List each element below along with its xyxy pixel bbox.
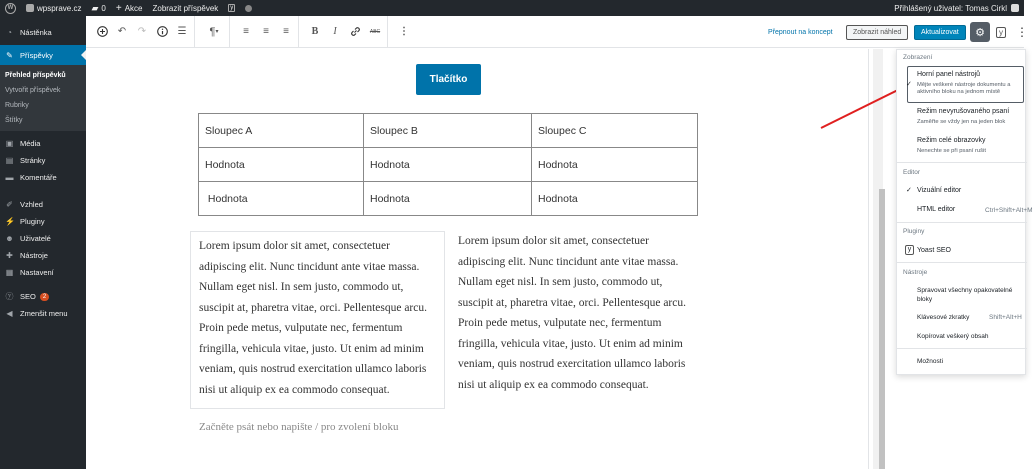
pin-icon: ✎: [6, 50, 13, 60]
new-label: Akce: [124, 3, 143, 13]
sidebar-item-label: SEO: [20, 292, 36, 301]
spotlight-mode-option[interactable]: Režim nevyrušovaného psaní: [917, 108, 1010, 115]
menu-divider: [897, 348, 1027, 349]
more-options-icon[interactable]: ⋮: [399, 26, 409, 37]
sidebar-item-label: Komentáře: [20, 173, 57, 182]
table-cell[interactable]: Hodnota: [364, 182, 532, 216]
brush-icon: ✐: [6, 200, 13, 209]
new-block-placeholder[interactable]: Začněte psát nebo napište / pro zvolení bloku: [199, 421, 399, 433]
undo-icon[interactable]: ↶: [117, 26, 127, 37]
button-block-text[interactable]: Tlačítko: [429, 74, 468, 85]
wp-logo-icon[interactable]: W: [0, 0, 21, 16]
keyboard-shortcuts-key: Shift+Alt+H: [989, 314, 1022, 321]
manage-reusable-blocks-option-line2[interactable]: bloky: [917, 296, 933, 303]
menu-divider: [897, 222, 1027, 223]
block-navigation-icon[interactable]: ☰: [177, 26, 187, 37]
submenu-add-new[interactable]: Vytvořit příspěvek: [5, 87, 61, 94]
pages-icon: ▤: [5, 156, 14, 165]
top-toolbar-desc: aktivního bloku na jednom místě: [917, 89, 1001, 95]
yoast-icon: y: [996, 27, 1006, 38]
table-cell[interactable]: Sloupec B: [364, 114, 532, 148]
table-cell[interactable]: Hodnota: [532, 148, 698, 182]
menu-divider: [897, 162, 1027, 163]
comments-count: 0: [101, 3, 106, 13]
plus-icon: +: [115, 2, 122, 14]
menu-divider: [897, 262, 1027, 263]
manage-reusable-blocks-option[interactable]: Spravovat všechny opakovatelné: [917, 287, 1013, 294]
keyboard-shortcuts-option[interactable]: Klávesové zkratky: [917, 314, 970, 321]
view-section-heading: Zobrazení: [903, 54, 933, 61]
paragraph-block-left[interactable]: Lorem ipsum dolor sit amet, consectetuer adipiscing elit. Nunc tincidunt ante vitae massa. Nullam eget nisl. In sem justo, commodo ut, suscipit at, pharetra vitae, orci. Pellentesque arcu. Proin pede metus, vulputate nec, fermentum fringilla, vehicula vitae, justo. Ut enim ad minim veniam, quis nostrud exercitation ullamco laboris nisi ut aliquip ex ea commodo consequat.: [190, 231, 445, 409]
preview-label: Zobrazit náhled: [846, 25, 908, 40]
switch-to-draft-label: Přepnout na koncept: [768, 28, 833, 36]
redo-icon[interactable]: ↷: [137, 26, 147, 37]
html-editor-shortcut: Ctrl+Shift+Alt+M: [985, 207, 1033, 214]
more-tools-dropdown: [896, 49, 1033, 375]
html-editor-option[interactable]: HTML editor: [917, 206, 956, 213]
top-toolbar-desc: Mějte veškeré nástroje dokumentu a: [917, 82, 1011, 88]
italic-icon[interactable]: I: [333, 26, 337, 37]
check-icon: ✓: [906, 81, 912, 88]
seo-notification-badge: 2: [40, 293, 49, 301]
sidebar-item-label: Pluginy: [20, 217, 45, 226]
sidebar-item-label: Nastavení: [20, 268, 54, 277]
plugins-section-heading: Pluginy: [903, 228, 925, 235]
align-center-icon[interactable]: ≡: [263, 26, 269, 37]
align-right-icon[interactable]: ≡: [283, 26, 289, 37]
top-toolbar-label: Horní panel nástrojů: [917, 71, 981, 78]
tools-icon: ✚: [6, 251, 13, 260]
media-icon: ▣: [5, 139, 14, 148]
strikethrough-icon[interactable]: ABC: [369, 28, 381, 35]
gear-icon: ⚙: [970, 22, 990, 42]
sidebar-item-label: Příspěvky: [20, 50, 53, 60]
spotlight-mode-desc: Zaměřte se vždy jen na jeden blok: [917, 119, 1006, 125]
collapse-icon: ◀: [6, 309, 13, 318]
yoast-admin-icon[interactable]: y: [230, 5, 234, 11]
more-menu-icon[interactable]: ⋮: [1016, 25, 1028, 39]
sidebar-item-label: Nástěnka: [20, 28, 52, 37]
fullscreen-mode-option[interactable]: Režim celé obrazovky: [917, 137, 986, 144]
view-post-label: Zobrazit příspěvek: [152, 3, 219, 13]
table-cell[interactable]: Hodnota: [532, 182, 698, 216]
submenu-categories[interactable]: Rubriky: [5, 102, 29, 109]
yoast-seo-option[interactable]: Yoast SEO: [917, 247, 951, 254]
sidebar-item-label: Uživatelé: [20, 234, 51, 243]
visual-editor-option[interactable]: Vizuální editor: [917, 187, 962, 194]
table-cell[interactable]: Hodnota: [199, 148, 364, 182]
table-cell[interactable]: Hodnota: [364, 148, 532, 182]
comment-bubble-icon: ▰: [91, 2, 99, 13]
submenu-all-posts[interactable]: Přehled příspěvků: [5, 72, 66, 79]
update-label: Aktualizovat: [914, 25, 966, 40]
paragraph-icon[interactable]: ¶ ▾: [209, 25, 219, 38]
users-icon: ☻: [5, 234, 14, 243]
yoast-icon: ⓨ: [5, 292, 14, 301]
align-left-icon[interactable]: ≡: [243, 26, 249, 37]
site-name: wpsprave.cz: [37, 3, 82, 13]
comment-icon: ▬: [5, 173, 14, 182]
check-icon: ✓: [906, 187, 912, 194]
options-menu-item[interactable]: Možnosti: [917, 358, 944, 365]
settings-icon: ▦: [5, 268, 14, 277]
submenu-tags[interactable]: Štítky: [5, 117, 23, 124]
editor-section-heading: Editor: [903, 169, 920, 176]
user-greeting: Přihlášený uživatel: Tomas Cirkl: [894, 3, 1007, 13]
sidebar-item-label: Vzhled: [20, 200, 43, 209]
tools-section-heading: Nástroje: [903, 269, 928, 276]
sidebar-item-label: Stránky: [20, 156, 46, 165]
table-cell[interactable]: Hodnota: [199, 182, 364, 216]
sidebar-item-label: Nástroje: [20, 251, 48, 260]
yoast-icon: y: [905, 245, 914, 255]
fullscreen-mode-desc: Nenechte se při psaní rušit: [917, 148, 986, 154]
sidebar-item-label: Zmenšit menu: [20, 309, 68, 318]
table-cell[interactable]: Sloupec A: [199, 114, 364, 148]
dashboard-icon: ◔: [7, 28, 12, 37]
sidebar-item-label: Média: [20, 139, 41, 148]
paragraph-block-right[interactable]: Lorem ipsum dolor sit amet, consectetuer adipiscing elit. Nunc tincidunt ante vitae massa. Nullam eget nisl. In sem justo, commodo ut, suscipit at, pharetra vitae, orci. Pellentesque arcu. Proin pede metus, vulputate nec, fermentum fringilla, vehicula vitae, justo. Ut enim ad minim veniam, quis nostrud exercitation ullamco laboris nisi ut aliquip ex ea commodo consequat.: [458, 235, 686, 391]
plugin-icon: ⚡: [5, 217, 15, 226]
bold-icon[interactable]: B: [311, 26, 319, 37]
table-cell[interactable]: Sloupec C: [532, 114, 698, 148]
copy-all-content-option[interactable]: Kopírovat veškerý obsah: [917, 333, 989, 340]
